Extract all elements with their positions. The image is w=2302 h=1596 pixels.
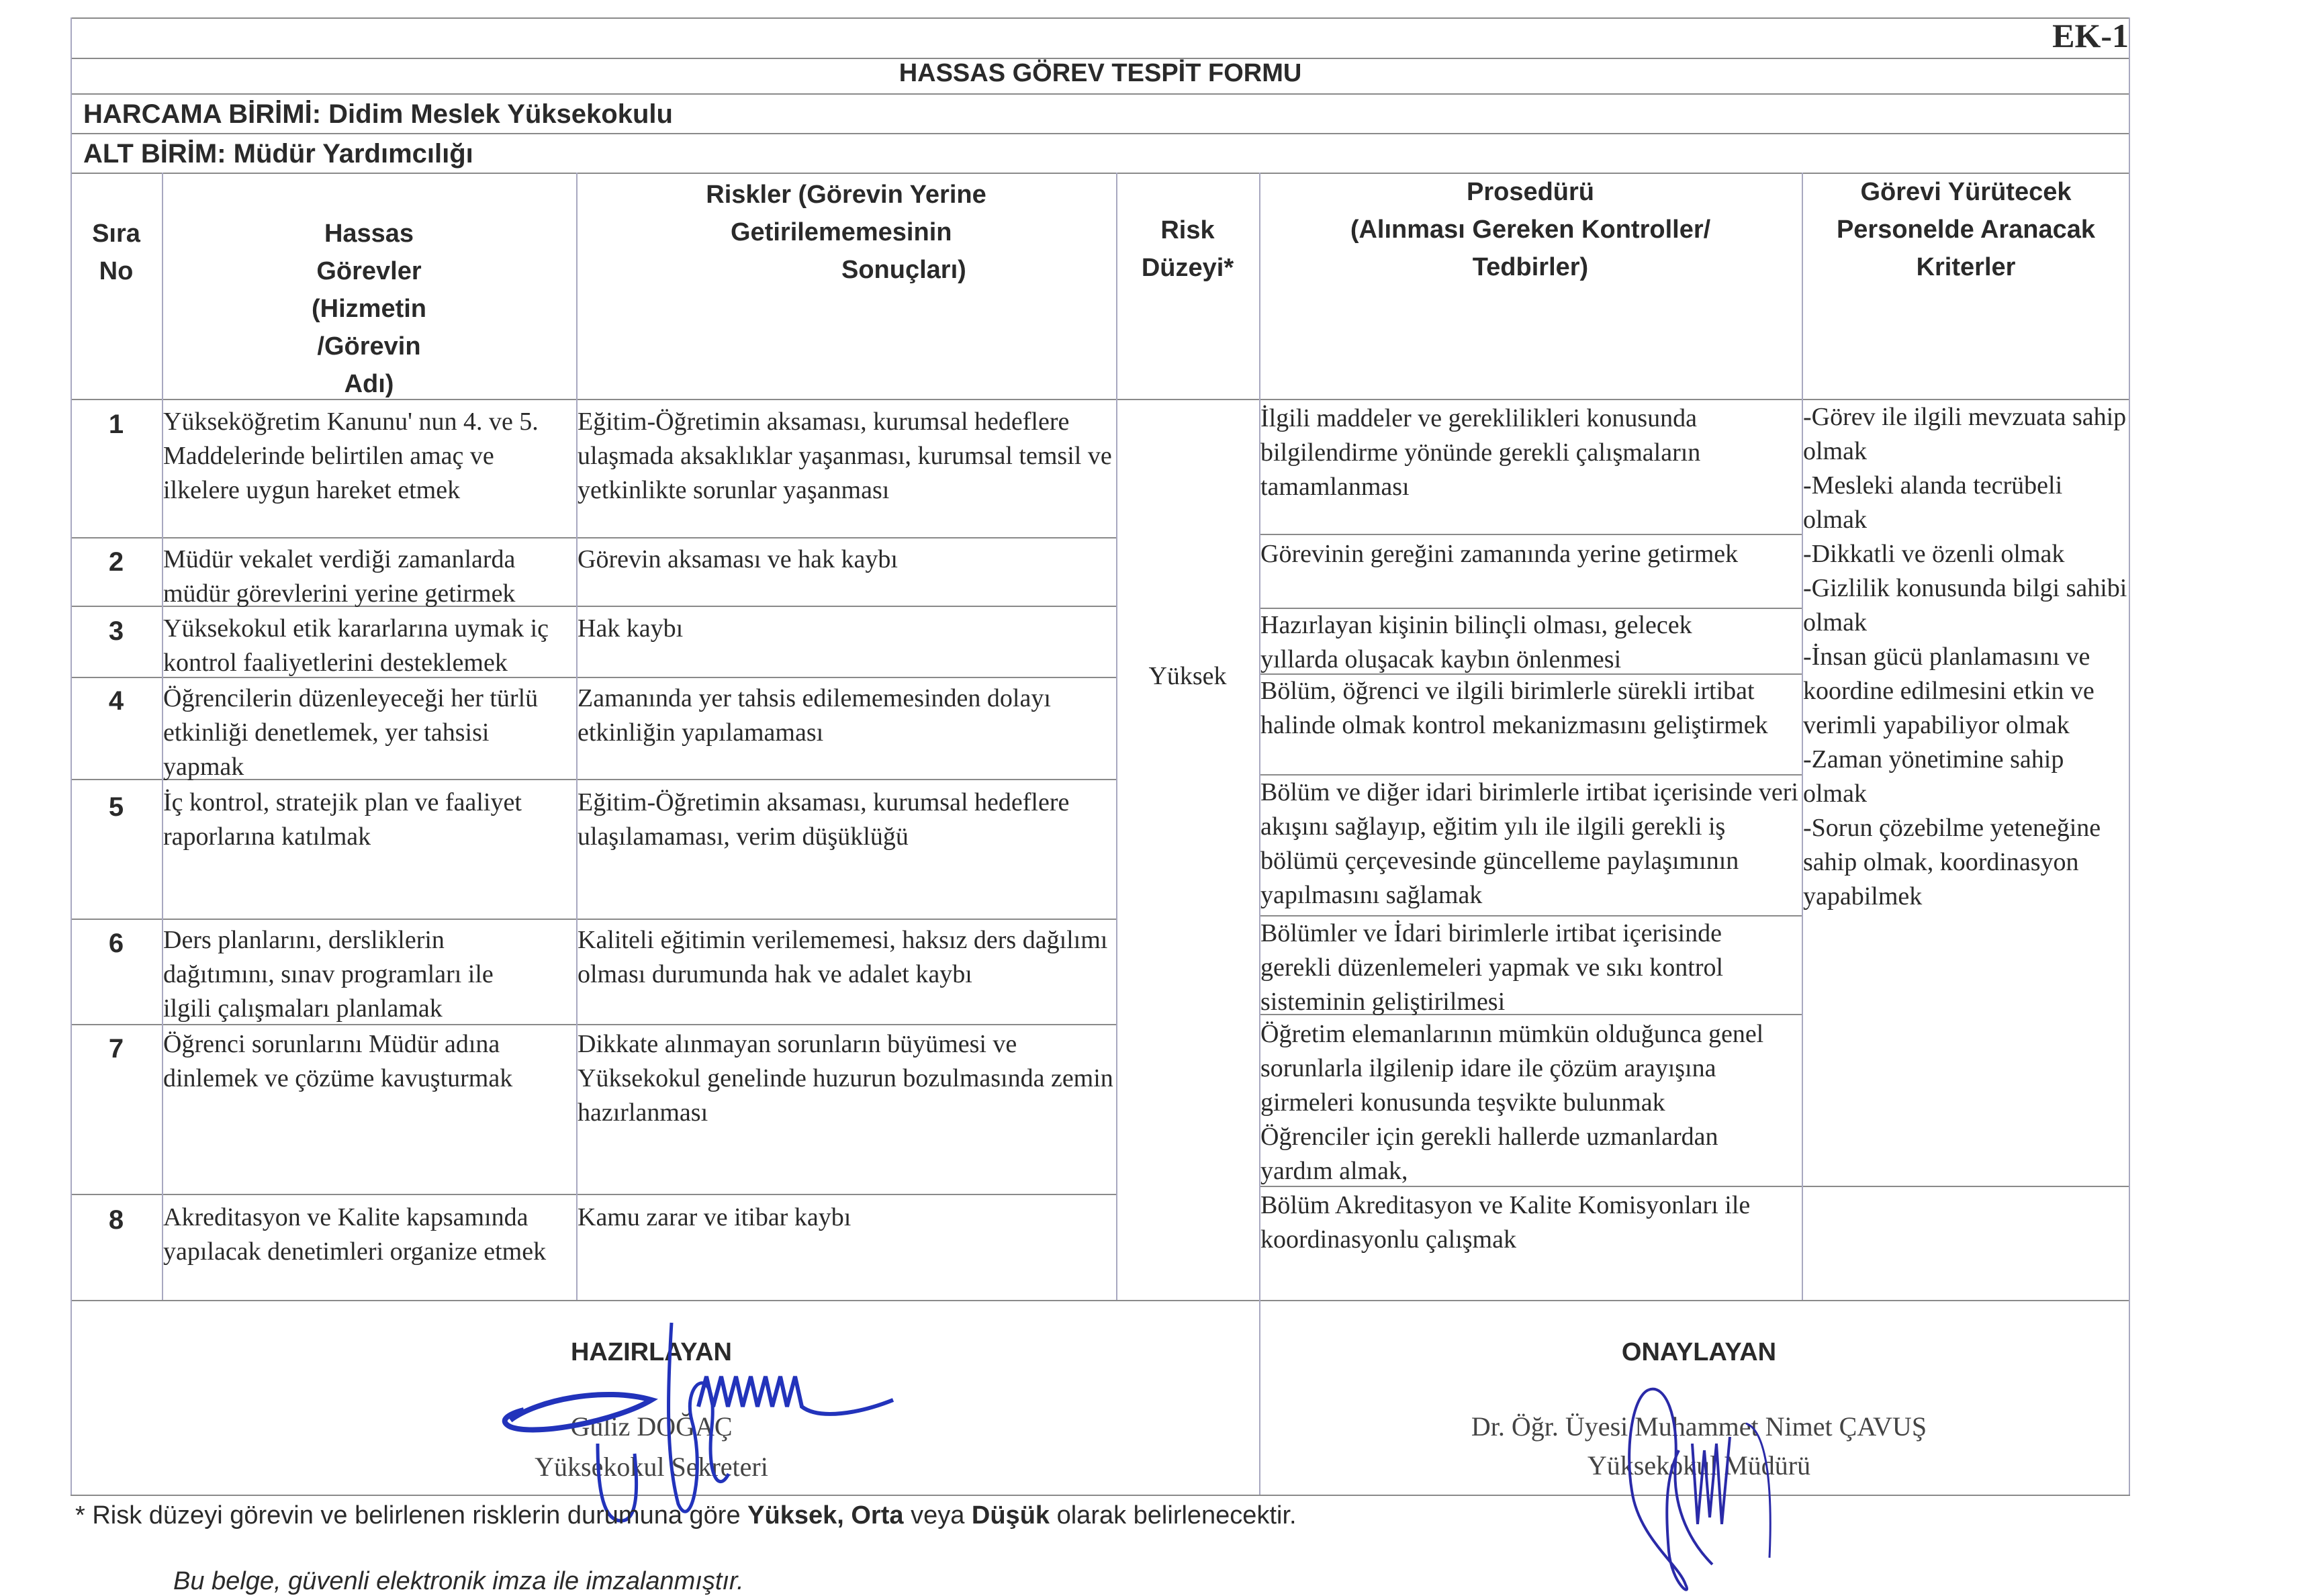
row-3-prosedur: Hazırlayan kişinin bilinçli olması, gelecek yıllarda oluşacak kaybın önlenmesi xyxy=(1260,611,1692,673)
row-3-risk: Hak kaybı xyxy=(578,614,684,643)
header-riskler: Riskler (Görevin Yerine Getirilememesinin Sonuçları) xyxy=(706,181,986,284)
alt-birim xyxy=(83,139,473,169)
row-8-risk: Kamu zarar ve itibar kaybı xyxy=(578,1203,851,1231)
row-3-gorev: Yüksekokul etik kararlarına uymak iç kontrol faaliyetlerini desteklemek xyxy=(163,614,549,677)
header-prosedur: Prosedürü (Alınması Gereken Kontroller/ Tedbirler) xyxy=(1350,178,1711,281)
row-4-gorev: Öğrencilerin düzenleyeceği her türlü etkinliği denetlemek, yer tahsisi yapmak xyxy=(163,684,539,781)
row-1-no: 1 xyxy=(108,410,124,439)
row-7-prosedur: Öğretim elemanlarının mümkün olduğunca genel sorunlarla ilgilenip idare ile çözüm arayışına girmeleri konusunda teşvikte bulunmak Öğrenciler için gerekli hallerde uzmanlardan yardım almak, xyxy=(1260,1020,1764,1185)
row-4-risk: Zamanında yer tahsis edilememesinden dolayı etkinliğin yapılamaması xyxy=(578,684,1051,747)
kriter-item: -Gizlilik konusunda bilgi sahibi olmak xyxy=(1803,574,2127,637)
col-sep-risk xyxy=(1116,173,1117,1300)
rule-proc-1 xyxy=(1259,534,1802,535)
rule-signature-bottom xyxy=(71,1495,2130,1496)
row-6-no: 6 xyxy=(108,929,124,958)
row-2-no: 2 xyxy=(108,547,124,577)
approved-signature-icon xyxy=(1618,1376,1833,1591)
row-2-gorev: Müdür vekalet verdiği zamanlarda müdür görevlerini yerine getirmek xyxy=(163,545,516,608)
row-6-prosedur: Bölümler ve İdari birimlerle irtibat içerisinde gerekli düzenlemeleri yapmak ve sıkı kontrol sisteminin geliştirilmesi xyxy=(1260,919,1724,1016)
row-8-no: 8 xyxy=(108,1205,124,1235)
rule-top xyxy=(71,17,2130,19)
esign-note: Bu belge, güvenli elektronik imza ile imzalanmıştır. xyxy=(173,1567,744,1595)
rule-row-7 xyxy=(71,1194,1116,1195)
rule-below-harcama xyxy=(71,133,2130,134)
header-kriterler: Görevi Yürütecek Personelde Aranacak Kriterler xyxy=(1836,178,2096,281)
approved-title: ONAYLAYAN xyxy=(1621,1338,1777,1366)
approved-name: Dr. Öğr. Üyesi Muhammet Nimet ÇAVUŞ xyxy=(1471,1411,1927,1442)
rule-row-5 xyxy=(71,919,1116,920)
row-2-risk: Görevin aksaması ve hak kaybı xyxy=(578,545,898,573)
harcama-birimi xyxy=(83,99,673,130)
header-risk-duzeyi: Risk Düzeyi* xyxy=(1141,216,1234,282)
row-6-gorev: Ders planlarını, dersliklerin dağıtımını, sınav programları ile ilgili çalışmaları planlamak xyxy=(163,926,494,1023)
row-5-gorev: İç kontrol, stratejik plan ve faaliyet raporlarına katılmak xyxy=(163,788,522,851)
row-1-gorev: Yükseköğretim Kanunu' nun 4. ve 5. Maddelerinde belirtilen amaç ve ilkelere uygun hareket etmek xyxy=(163,408,539,504)
rule-table-bottom xyxy=(71,1300,2130,1301)
risk-level-yuksek: Yüksek xyxy=(1148,662,1227,690)
kriter-item: -Görev ile ilgili mevzuata sahip olmak xyxy=(1803,403,2127,465)
kriter-item: -Dikkatli ve özenli olmak xyxy=(1803,540,2065,568)
row-8-gorev: Akreditasyon ve Kalite kapsamında yapılacak denetimleri organize etmek xyxy=(163,1203,547,1266)
prepared-title: HAZIRLAYAN xyxy=(570,1338,732,1366)
prepared-role: Yüksekokul Sekreteri xyxy=(535,1452,768,1482)
prepared-name: Güliz DOĞAÇ xyxy=(570,1411,733,1442)
rule-row-1 xyxy=(71,537,1116,538)
row-2-prosedur: Görevinin gereğini zamanında yerine getirmek xyxy=(1260,540,1739,568)
alt-birim-value: Müdür Yardımcılığı xyxy=(233,139,473,169)
row-6-risk: Kaliteli eğitimin verilememesi, haksız ders dağılımı olması durumunda hak ve adalet kaybı xyxy=(578,926,1108,988)
row-5-prosedur: Bölüm ve diğer idari birimlerle irtibat içerisinde veri akışını sağlayıp, eğitim yılı ile ilgili gerekli iş bölümü çerçevesinde güncelleme paylaşımının yapılmasını sağlamak xyxy=(1260,778,1798,909)
risk-footnote: * Risk düzeyi görevin ve belirlenen risklerin durumuna göre Yüksek, Orta veya Düşük olarak belirlenecektir. xyxy=(75,1501,1297,1530)
kriter-item: -Zaman yönetimine sahip olmak xyxy=(1803,745,2064,808)
harcama-birimi-value: Didim Meslek Yüksekokulu xyxy=(328,99,673,129)
row-8-prosedur: Bölüm Akreditasyon ve Kalite Komisyonları ile koordinasyonlu çalışmak xyxy=(1260,1191,1751,1254)
row-4-no: 4 xyxy=(108,686,124,716)
alt-birim-label: ALT BİRİM: xyxy=(83,139,226,169)
kriter-item: -İnsan gücü planlamasını ve koordine edilmesini etkin ve verimli yapabiliyor olmak xyxy=(1803,643,2094,739)
row-1-prosedur: İlgili maddeler ve gereklilikleri konusunda bilgilendirme yönünde gerekli çalışmaların tamamlanması xyxy=(1260,404,1701,501)
row-5-no: 5 xyxy=(108,792,124,822)
row-1-risk: Eğitim-Öğretimin aksaması, kurumsal hedeflere ulaşmada aksaklıklar yaşanması, kurumsal temsil ve yetkinlikte sorunlar yaşanması xyxy=(578,408,1112,504)
header-hassas-gorevler: Hassas Görevler (Hizmetin /Görevin Adı) xyxy=(312,220,426,398)
row-5-risk: Eğitim-Öğretimin aksaması, kurumsal hedeflere ulaşılamaması, verim düşüklüğü xyxy=(578,788,1070,851)
form-title: HASSAS GÖREV TESPİT FORMU xyxy=(899,59,1302,87)
row-4-prosedur: Bölüm, öğrenci ve ilgili birimlerle sürekli irtibat halinde olmak kontrol mekanizmasını geliştirmek xyxy=(1260,677,1768,739)
rule-below-title xyxy=(71,93,2130,95)
row-7-no: 7 xyxy=(108,1034,124,1064)
kriter-item: -Sorun çözebilme yeteneğine sahip olmak, koordinasyon yapabilmek xyxy=(1803,814,2101,910)
kriterler-list xyxy=(1803,400,2129,914)
harcama-birimi-label: HARCAMA BİRİMİ: xyxy=(83,99,322,129)
annex-label: EK-1 xyxy=(2052,17,2129,54)
header-sira-no: Sıra No xyxy=(92,220,140,285)
approved-role: Yüksekokul Müdürü xyxy=(1587,1450,1811,1481)
row-7-risk: Dikkate alınmayan sorunların büyümesi ve Yüksekokul genelinde huzurun bozulmasında zemin hazırlanması xyxy=(578,1030,1113,1127)
row-3-no: 3 xyxy=(108,616,124,646)
row-7-gorev: Öğrenci sorunlarını Müdür adına dinlemek ve çözüme kavuşturmak xyxy=(163,1030,513,1092)
kriter-item: -Mesleki alanda tecrübeli olmak xyxy=(1803,471,2063,534)
